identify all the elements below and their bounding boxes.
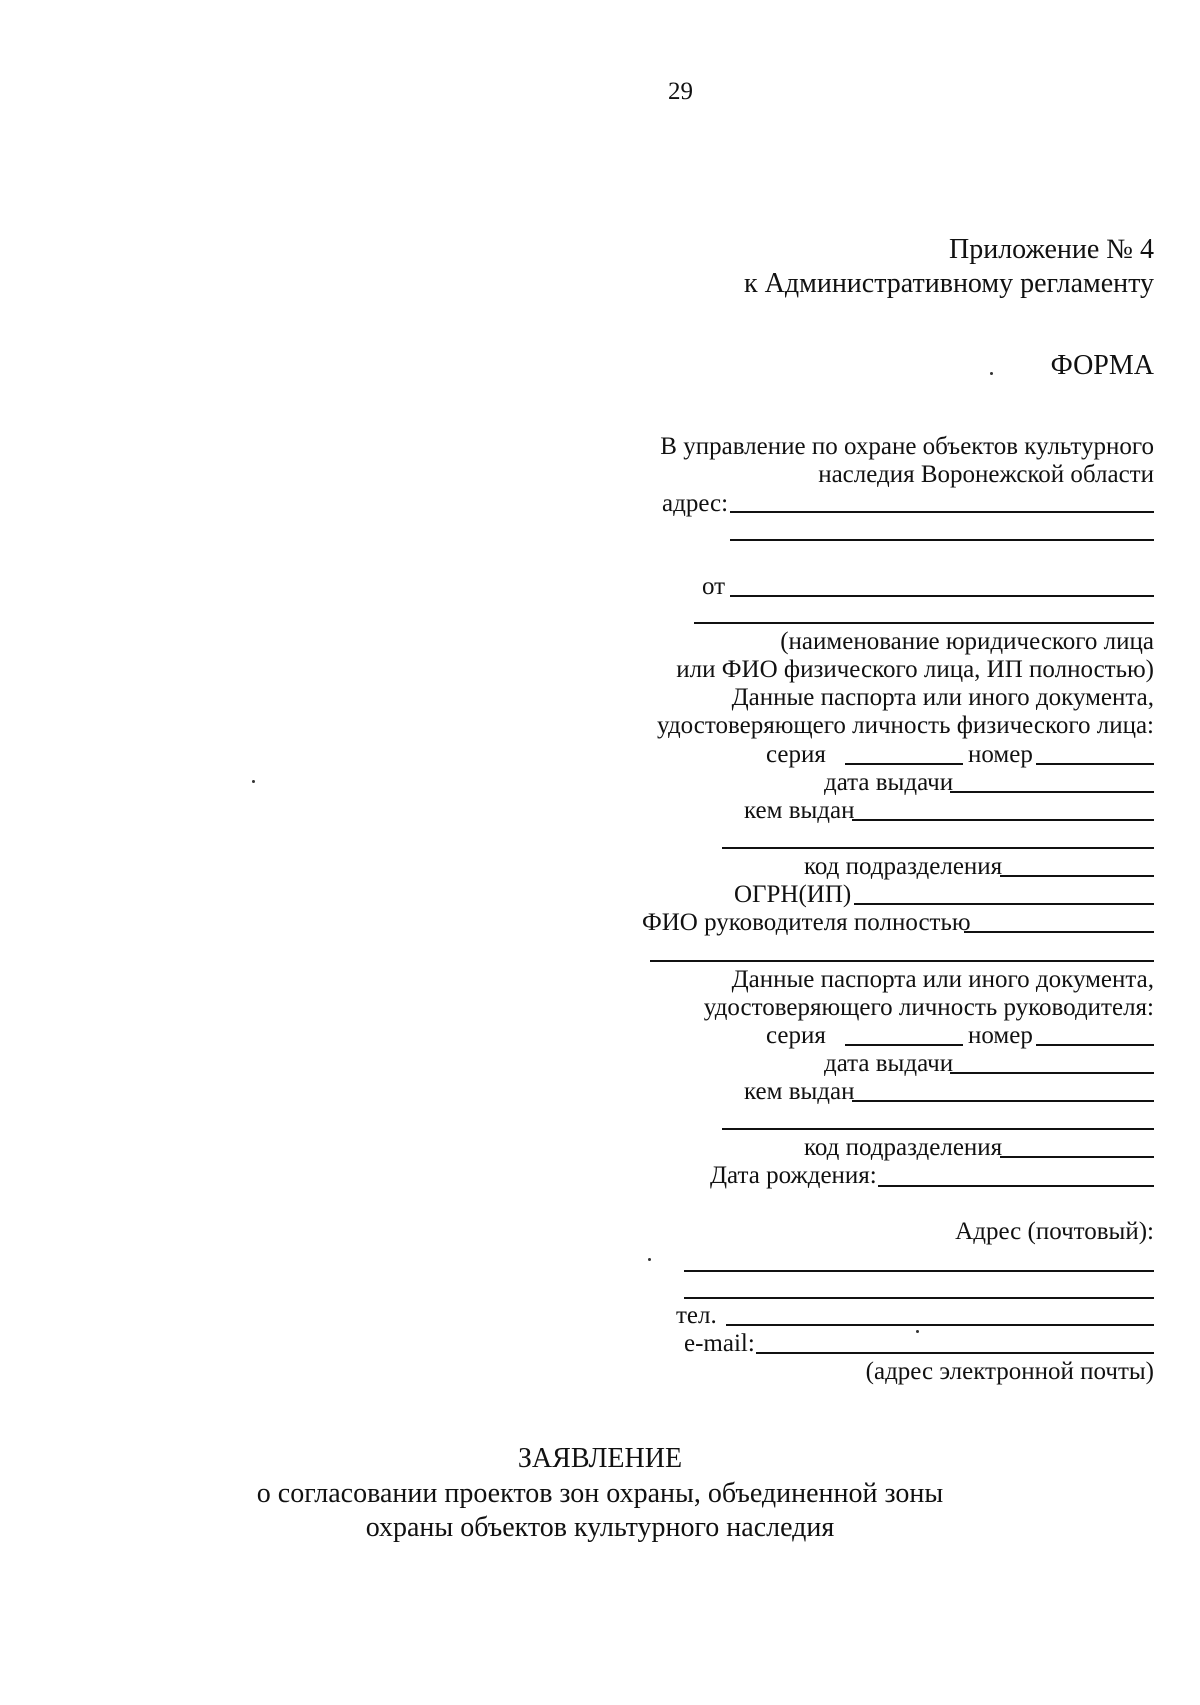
from-field-line-1[interactable] <box>730 595 1154 597</box>
statement-subtitle-line-1: о согласовании проектов зон охраны, объединенной зоны <box>256 1478 944 1509</box>
postal-address-field-line-2[interactable] <box>684 1297 1154 1299</box>
head-division-code-field[interactable] <box>1000 1156 1154 1158</box>
head-passport-heading-line-1: Данные паспорта или иного документа, <box>731 966 1154 993</box>
email-field[interactable] <box>756 1352 1154 1354</box>
address-label: адрес: <box>662 490 729 517</box>
phone-label: тел. <box>676 1302 717 1329</box>
issue-date-field[interactable] <box>950 791 1154 793</box>
postal-address-field-line-1[interactable] <box>684 1270 1154 1272</box>
head-series-label: серия <box>766 1022 826 1049</box>
from-label: от <box>702 573 726 600</box>
speck-mark <box>648 1258 651 1261</box>
address-field-line-1[interactable] <box>730 511 1154 513</box>
postal-address-label: Адрес (почтовый): <box>955 1218 1154 1245</box>
passport-heading-line-2: удостоверяющего личность физического лица: <box>657 712 1154 739</box>
ogrn-field[interactable] <box>854 903 1154 905</box>
number-field[interactable] <box>1036 763 1154 765</box>
head-division-code-label: код подразделения <box>804 1134 1003 1161</box>
series-field[interactable] <box>845 763 963 765</box>
birth-date-label: Дата рождения: <box>710 1162 877 1189</box>
email-hint: (адрес электронной почты) <box>865 1358 1154 1385</box>
speck-mark <box>990 372 993 375</box>
birth-date-field[interactable] <box>878 1185 1154 1187</box>
head-issued-by-field-line-1[interactable] <box>852 1100 1154 1102</box>
head-series-field[interactable] <box>845 1044 963 1046</box>
head-issue-date-label: дата выдачи <box>824 1050 954 1077</box>
addressee-line-1: В управление по охране объектов культурного <box>660 433 1154 460</box>
statement-subtitle-line-2: охраны объектов культурного наследия <box>365 1512 835 1543</box>
division-code-label: код подразделения <box>804 853 1003 880</box>
statement-title: ЗАЯВЛЕНИЕ <box>517 1443 683 1474</box>
name-hint-line-1: (наименование юридического лица <box>780 628 1154 655</box>
addressee-line-2: наследия Воронежской области <box>818 461 1154 488</box>
head-passport-heading-line-2: удостоверяющего личность руководителя: <box>703 994 1154 1021</box>
address-field-line-2[interactable] <box>730 539 1154 541</box>
issue-date-label: дата выдачи <box>824 769 954 796</box>
head-issued-by-label: кем выдан <box>744 1078 855 1105</box>
passport-heading-line-1: Данные паспорта или иного документа, <box>731 684 1154 711</box>
name-hint-line-2: или ФИО физического лица, ИП полностью) <box>676 656 1154 683</box>
from-field-line-2[interactable] <box>694 622 1154 624</box>
speck-mark <box>252 780 255 783</box>
speck-mark <box>916 1330 919 1333</box>
number-label: номер <box>968 741 1033 768</box>
head-name-label: ФИО руководителя полностью <box>642 909 971 936</box>
head-issue-date-field[interactable] <box>950 1072 1154 1074</box>
page-number: 29 <box>668 78 693 105</box>
appendix-title: Приложение № 4 <box>949 234 1154 265</box>
issued-by-label: кем выдан <box>744 797 855 824</box>
head-number-field[interactable] <box>1036 1044 1154 1046</box>
head-number-label: номер <box>968 1022 1033 1049</box>
head-name-field-line-2[interactable] <box>650 960 1154 962</box>
appendix-subtitle: к Административному регламенту <box>744 268 1154 299</box>
email-label: e-mail: <box>684 1330 755 1357</box>
series-label: серия <box>766 741 826 768</box>
ogrn-label: ОГРН(ИП) <box>734 881 852 908</box>
issued-by-field-line-2[interactable] <box>722 847 1154 849</box>
division-code-field[interactable] <box>1000 875 1154 877</box>
head-name-field-line-1[interactable] <box>964 931 1154 933</box>
head-issued-by-field-line-2[interactable] <box>722 1128 1154 1130</box>
issued-by-field-line-1[interactable] <box>852 819 1154 821</box>
phone-field[interactable] <box>726 1324 1154 1326</box>
form-label: ФОРМА <box>1050 350 1154 381</box>
